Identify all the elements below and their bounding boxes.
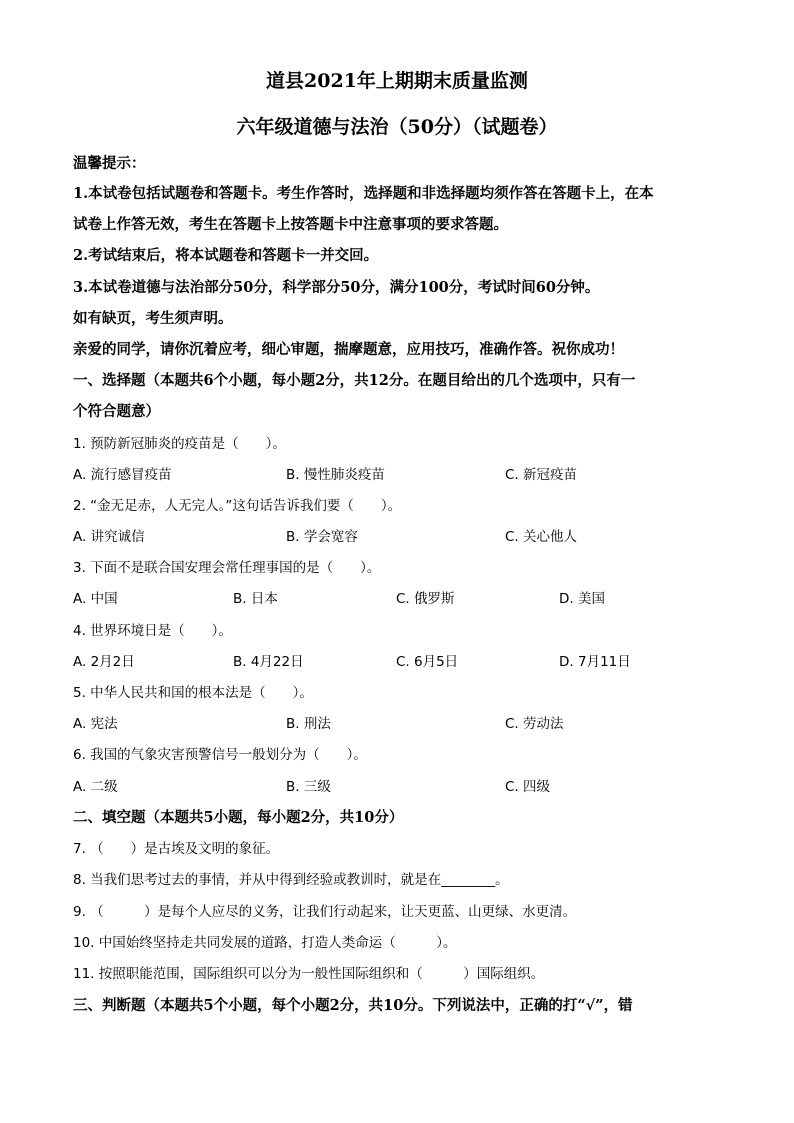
question-2: 2. “金无足赤，人无完人。”这句话告诉我们要（ ）。	[73, 498, 402, 514]
option-a: A. 二级	[73, 779, 118, 795]
notice-line: 亲爱的同学，请你沉着应考，细心审题，揣摩题意，应用技巧，准确作答。祝你成功！	[73, 341, 624, 358]
option-c: C. 新冠疫苗	[505, 467, 578, 483]
notice-line: 1.本试卷包括试题卷和答题卡。考生作答时，选择题和非选择题均须作答在答题卡上，在本	[73, 185, 654, 202]
section-2-title: 二、填空题（本题共5小题，每小题2分，共10分）	[73, 809, 404, 826]
question-5: 5. 中华人民共和国的根本法是（ ）。	[73, 685, 313, 701]
option-c: C. 关心他人	[505, 529, 578, 545]
section-1-title-cont: 个符合题意）	[73, 403, 160, 420]
option-b: B. 学会宽容	[286, 529, 358, 545]
question-8: 8. 当我们思考过去的事情，并从中得到经验或教训时，就是在________。	[73, 872, 509, 888]
option-b: B. 三级	[286, 779, 331, 795]
section-3-title: 三、判断题（本题共5个小题，每个小题2分，共10分。下列说法中，正确的打“√”，错	[73, 997, 633, 1014]
option-c: C. 6月5日	[396, 654, 459, 670]
option-a: A. 中国	[73, 591, 118, 607]
question-1: 1. 预防新冠肺炎的疫苗是（ ）。	[73, 436, 286, 452]
option-d: D. 美国	[559, 591, 605, 607]
option-c: C. 俄罗斯	[396, 591, 455, 607]
question-4: 4. 世界环境日是（ ）。	[73, 623, 232, 639]
question-6: 6. 我国的气象灾害预警信号一般划分为（ ）。	[73, 747, 367, 763]
option-b: B. 4月22日	[233, 654, 304, 670]
option-b: B. 慢性肺炎疫苗	[286, 467, 385, 483]
notice-line: 2.考试结束后，将本试题卷和答题卡一并交回。	[73, 247, 379, 264]
section-1-title: 一、选择题（本题共6个小题，每小题2分，共12分。在题目给出的几个选项中，只有一	[73, 372, 636, 389]
option-b: B. 日本	[233, 591, 278, 607]
exam-subtitle: 六年级道德与法治（50分）（试题卷）	[236, 116, 558, 138]
option-c: C. 四级	[505, 779, 551, 795]
question-10: 10. 中国始终坚持走共同发展的道路，打造人类命运（ ）。	[73, 935, 457, 951]
exam-title: 道县2021年上期期末质量监测	[266, 70, 528, 92]
option-d: D. 7月11日	[559, 654, 631, 670]
option-a: A. 宪法	[73, 716, 118, 732]
question-3: 3. 下面不是联合国安理会常任理事国的是（ ）。	[73, 560, 381, 576]
notice-line: 3.本试卷道德与法治部分50分，科学部分50分，满分100分，考试时间60分钟。	[73, 279, 600, 296]
question-7: 7. （ ）是古埃及文明的象征。	[73, 841, 280, 857]
option-a: A. 讲究诚信	[73, 529, 145, 545]
option-a: A. 流行感冒疫苗	[73, 467, 172, 483]
option-c: C. 劳动法	[505, 716, 564, 732]
notice-line: 如有缺页，考生须声明。	[73, 310, 233, 327]
notice-heading: 温馨提示：	[73, 155, 146, 172]
option-b: B. 刑法	[286, 716, 331, 732]
question-11: 11. 按照职能范围，国际组织可以分为一般性国际组织和（ ）国际组织。	[73, 966, 545, 982]
option-a: A. 2月2日	[73, 654, 135, 670]
notice-line: 试卷上作答无效，考生在答题卡上按答题卡中注意事项的要求答题。	[73, 216, 508, 233]
question-9: 9. （ ）是每个人应尽的义务，让我们行动起来，让天更蓝、山更绿、水更清。	[73, 904, 577, 920]
